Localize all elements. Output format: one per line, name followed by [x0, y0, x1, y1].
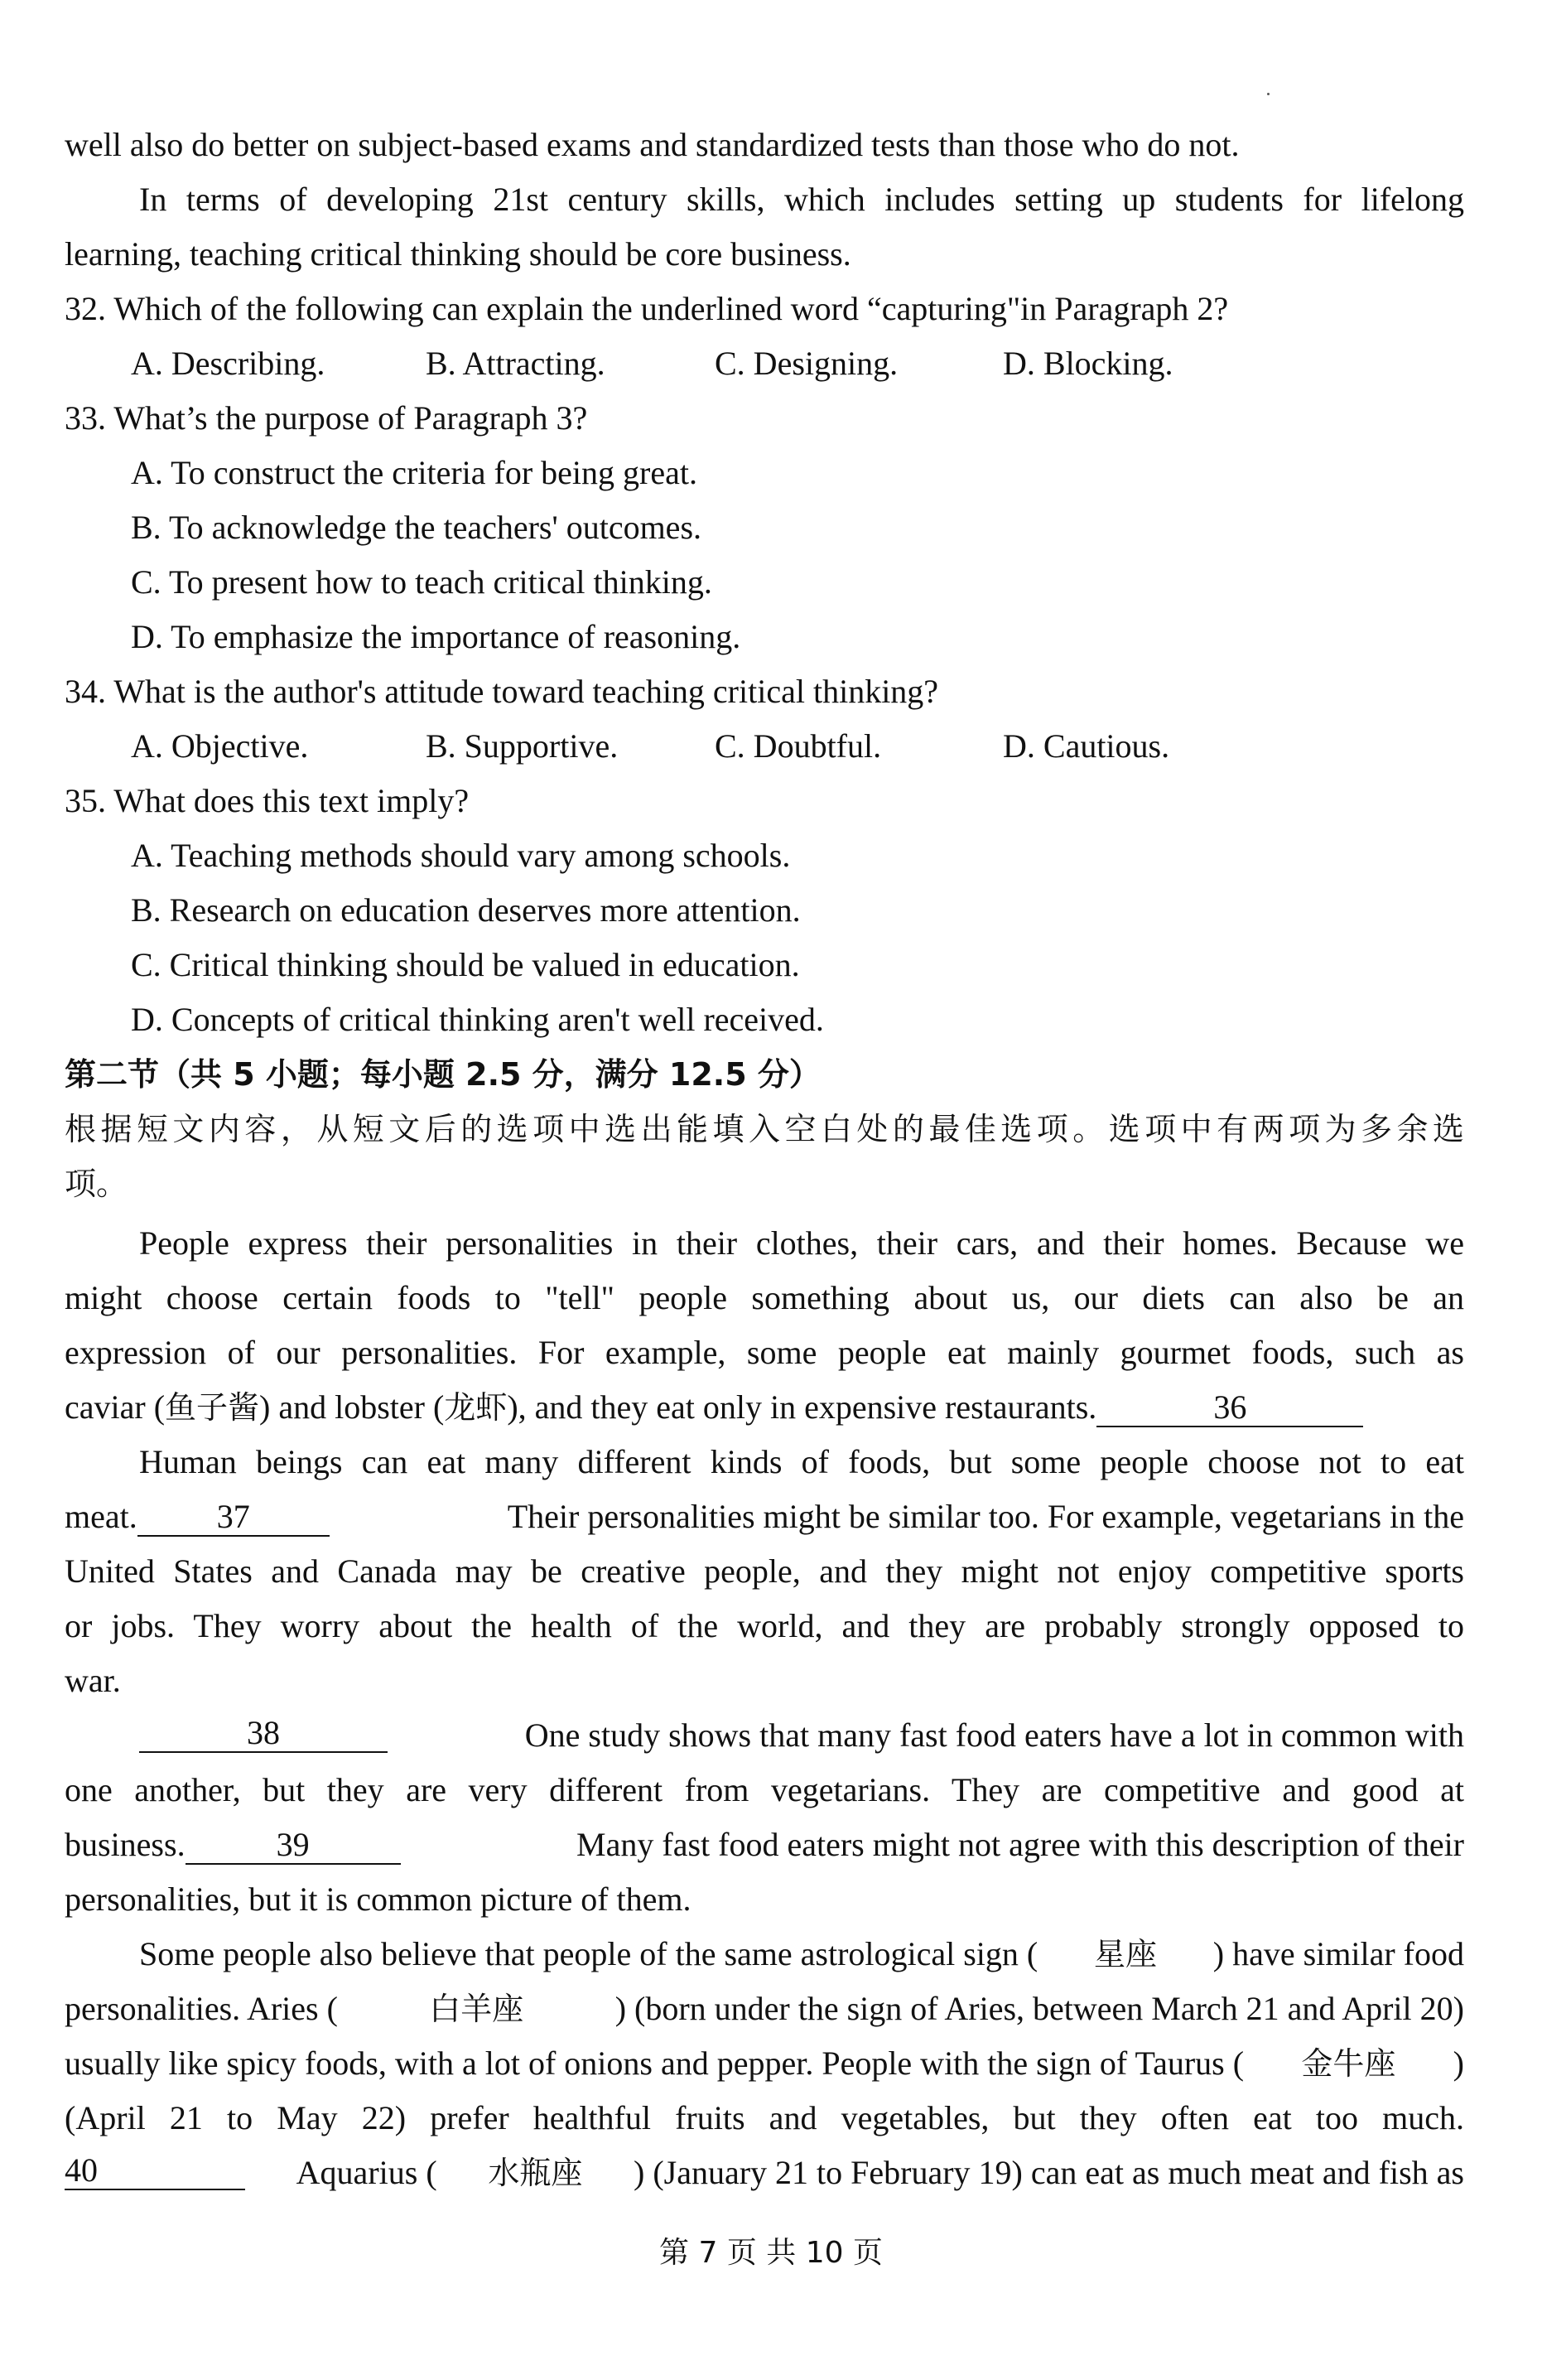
text-run: Many fast food eaters might not agree with this description of their	[576, 1826, 1464, 1863]
question-32-stem: 32. Which of the following can explain the underlined word “capturing"in Paragraph 2?	[65, 290, 1229, 327]
cloze-line	[65, 1387, 1464, 1428]
cloze-line: war.	[65, 1662, 121, 1699]
text-run: ) (born under the sign of Aries, between March 21 and April 20)	[614, 1990, 1464, 2027]
blank-39: 39	[186, 1827, 401, 1865]
cloze-line	[65, 1496, 1464, 1538]
option-b: B. Supportive.	[426, 727, 619, 765]
option-a: A. Teaching methods should vary among schools.	[131, 837, 791, 874]
section-instruction: 项。	[65, 1166, 128, 1202]
cloze-line: Human beings can eat many different kinds of foods, but some people choose not to eat	[139, 1443, 1464, 1480]
section-instruction: 根据短文内容，从短文后的选项中选出能填入空白处的最佳选项。选项中有两项为多余选	[65, 1111, 1464, 1147]
option-c: C. Doubtful.	[715, 727, 882, 765]
cloze-line	[65, 2152, 1464, 2194]
question-35-stem: 35. What does this text imply?	[65, 782, 470, 819]
option-d: D. Concepts of critical thinking aren't well received.	[131, 1001, 824, 1038]
text-run: Some people also believe that people of the same astrological sign (	[139, 1935, 1038, 1972]
cloze-line	[65, 1988, 1464, 2030]
question-33-stem: 33. What’s the purpose of Paragraph 3?	[65, 399, 588, 437]
cloze-line	[65, 1824, 1464, 1866]
cloze-line: might choose certain foods to "tell" people something about us, our diets can also be an	[65, 1279, 1464, 1316]
passage-line: well also do better on subject-based exams and standardized tests than those who do not.	[65, 126, 1240, 163]
scan-speck	[1267, 93, 1270, 95]
text-run: Aquarius (	[296, 2154, 437, 2191]
page-number: 第 7 页 共 10 页	[659, 2236, 883, 2270]
text-run: usually like spicy foods, with a lot of onions and pepper. People with the sign of Taurus (	[65, 2044, 1245, 2082]
blank-37: 37	[137, 1499, 330, 1537]
blank-38: 38	[139, 1715, 388, 1753]
cloze-line: one another, but they are very different from vegetarians. They are competitive and good at	[65, 1771, 1464, 1808]
option-b: B. Research on education deserves more attention.	[131, 891, 801, 929]
cloze-line	[139, 1933, 1464, 1975]
chinese-gloss: 白羊座	[429, 1991, 524, 2027]
blank-40: 40	[65, 2152, 245, 2190]
cloze-line	[65, 2043, 1464, 2084]
cloze-line	[139, 1715, 1464, 1756]
text-run: meat.	[65, 1498, 137, 1535]
text-run: Their personalities might be similar too. For example, vegetarians in the	[507, 1498, 1464, 1535]
option-a: A. Objective.	[131, 727, 309, 765]
passage-paragraph-line: In terms of developing 21st century skills, which includes setting up students for lifelong	[139, 181, 1464, 218]
text-run: ) (January 21 to February 19) can eat as much meat and fish as	[634, 2154, 1464, 2191]
chinese-gloss: 鱼子酱	[165, 1389, 260, 1426]
question-34-stem: 34. What is the author's attitude toward teaching critical thinking?	[65, 673, 939, 710]
text-run	[65, 1496, 330, 1538]
text-run: ) and lobster (	[259, 1388, 445, 1426]
option-a: A. Describing.	[131, 345, 325, 382]
question-34-options	[131, 726, 1373, 767]
option-d: D. Cautious.	[1003, 727, 1170, 765]
option-b: B. Attracting.	[426, 345, 605, 382]
text-run	[65, 1824, 401, 1866]
chinese-gloss: 金牛座	[1301, 2045, 1396, 2082]
text-run: caviar (	[65, 1388, 166, 1426]
cloze-line: expression of our personalities. For example, some people eat mainly gourmet foods, such as	[65, 1334, 1464, 1371]
text-run: personalities. Aries (	[65, 1990, 338, 2027]
cloze-line: personalities, but it is common picture of them.	[65, 1880, 691, 1918]
cloze-line: (April 21 to May 22) prefer healthful fruits and vegetables, but they often eat too much.	[65, 2099, 1464, 2136]
option-b: B. To acknowledge the teachers' outcomes.	[131, 509, 702, 546]
option-c: C. To present how to teach critical thinking.	[131, 563, 712, 601]
text-run: business.	[65, 1826, 186, 1863]
option-c: C. Critical thinking should be valued in education.	[131, 946, 800, 983]
passage-line: learning, teaching critical thinking should be core business.	[65, 235, 851, 273]
text-run: ), and they eat only in expensive restaurants.	[507, 1388, 1097, 1426]
cloze-line: United States and Canada may be creative people, and they might not enjoy competitive sports	[65, 1552, 1464, 1590]
cloze-line: or jobs. They worry about the health of the world, and they are probably strongly opposed to	[65, 1607, 1464, 1644]
text-run: )	[1453, 2044, 1464, 2082]
chinese-gloss: 水瓶座	[488, 2155, 583, 2191]
chinese-gloss: 龙虾	[444, 1389, 508, 1426]
text-run: One study shows that many fast food eaters have a lot in common with	[524, 1716, 1464, 1754]
cloze-line: People express their personalities in their clothes, their cars, and their homes. Because we	[139, 1224, 1464, 1262]
question-32-options	[131, 343, 1373, 384]
option-a: A. To construct the criteria for being great.	[131, 454, 697, 491]
text-run: ) have similar food	[1212, 1935, 1464, 1972]
option-c: C. Designing.	[715, 345, 899, 382]
section-heading: 第二节（共 5 小题；每小题 2.5 分，满分 12.5 分）	[65, 1056, 821, 1093]
chinese-gloss: 星座	[1093, 1936, 1157, 1972]
blank-36: 36	[1096, 1389, 1363, 1427]
option-d: D. Blocking.	[1003, 345, 1173, 382]
option-d: D. To emphasize the importance of reasoning.	[131, 618, 741, 655]
